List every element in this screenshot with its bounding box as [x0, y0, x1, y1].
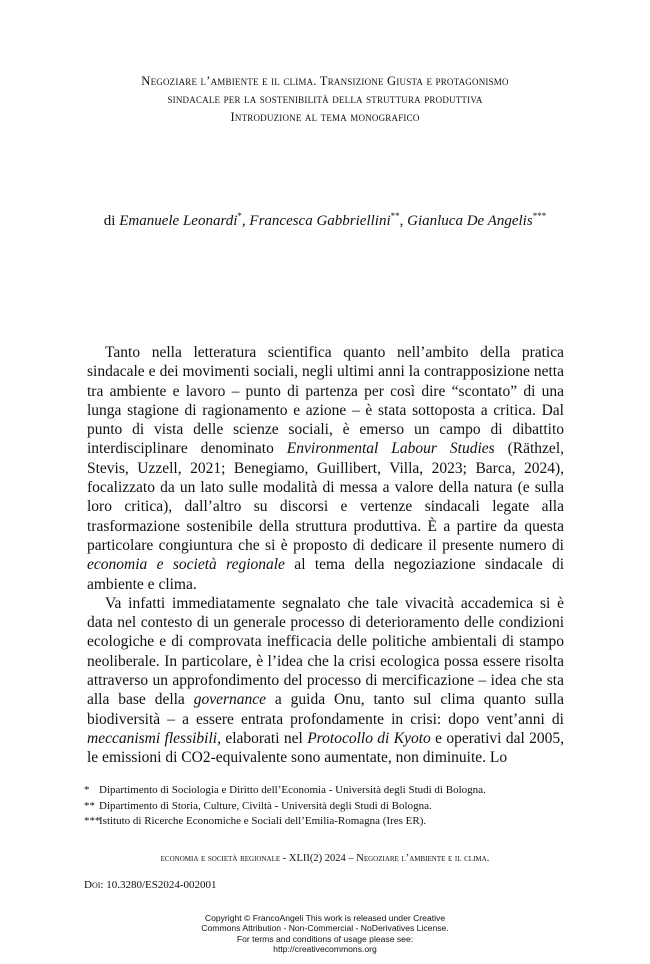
footnote-mark: ***: [84, 815, 101, 827]
footnote-mark: **: [84, 799, 95, 812]
paragraph-text: , elaborati nel: [217, 729, 308, 747]
italic-journal-name: economia e società regionale: [87, 556, 285, 574]
author-1: Emanuele Leonardi: [119, 213, 238, 229]
copyright-notice: [0, 913, 650, 955]
doi-value[interactable]: 10.3280/ES2024-002001: [106, 879, 217, 891]
doi-label: Doi:: [84, 879, 107, 891]
author-2: Francesca Gabbriellini: [249, 213, 391, 229]
author-3: Gianluca De Angelis: [407, 213, 533, 229]
footnote-text: Istituto di Ricerche Economiche e Sociali dell’Emilia-Romagna (Ires ER).: [99, 815, 427, 827]
doi: [84, 879, 217, 891]
author-3-footnote-mark[interactable]: ***: [532, 211, 547, 221]
paragraph-text: a guida Onu, tanto sul clima quanto sulla biodiversità – a essere entrata profondamente in crisi: dopo vent’anni di: [87, 691, 564, 728]
copyright-line-1: Copyright © FrancoAngeli This work is released under Creative: [204, 913, 446, 923]
journal-name: economia e società regionale: [160, 853, 281, 864]
short-title: Negoziare l’ambiente e il clima.: [356, 853, 490, 864]
paragraph-text: Tanto nella letteratura scientifica quanto nell’ambito della pratica sindacale e dei movimenti sociali, negli ultimi anni la contrapposizione netta tra ambiente e lavoro – punto di partenza per così dire “scontato” di una lunga stagione di ragionamento e azione – è stata sottoposta a critica. Dal punto di vista delle scienze sociali, è emerso un campo di dibattito interdisciplinare denominato: [87, 344, 564, 458]
italic-term: Protocollo di Kyoto: [307, 729, 431, 747]
paragraph-text: Va infatti immediatamente segnalato che tale vivacità accademica si è data nel contesto di un generale processo di deterioramento delle condizioni ecologiche e di comprovata inefficacia delle politiche ambientali di stampo neoliberale. In particolare, è l’idea che la crisi ecologica possa essere risolta attraverso un approfondimento del processo di mercificazione – idea che sta alla base della: [87, 594, 564, 709]
author-line: [0, 213, 650, 230]
title-line-3: Introduzione al tema monografico: [230, 110, 420, 124]
article-title: [70, 72, 580, 126]
paragraph-text: e operativi dal 2005, le emissioni di CO2-equivalente sono aumentate, non diminuite. Lo: [87, 729, 565, 767]
creative-commons-link[interactable]: http://creativecommons.org: [273, 944, 377, 955]
author-2-footnote-mark[interactable]: **: [390, 211, 400, 221]
footnote-3: [84, 814, 584, 830]
footnotes: [84, 783, 584, 830]
issue-info: - XLII(2) 2024 –: [280, 853, 357, 864]
footnote-mark: *: [84, 784, 90, 796]
author-separator: ,: [241, 213, 250, 229]
body-text: [87, 343, 564, 768]
italic-term: meccanismi flessibili: [87, 729, 218, 747]
author-separator: ,: [399, 213, 408, 229]
italic-term: Environmental Labour Studies: [286, 440, 495, 458]
copyright-line-3: For terms and conditions of usage please see:: [236, 933, 414, 944]
paragraph-text: al tema della negoziazione sindacale di ambiente e clima.: [87, 556, 564, 593]
title-line-1: Negoziare l’ambiente e il clima. Transizione Giusta e protagonismo: [141, 74, 509, 88]
author-1-footnote-mark[interactable]: *: [237, 211, 242, 221]
footnote-text: Dipartimento di Sociologia e Diritto dell’Economia - Università degli Studi di Bologna.: [99, 784, 486, 796]
paragraph-text: (Räthzel, Stevis, Uzzell, 2021; Benegiamo, Guillibert, Villa, 2023; Barca, 2024), focalizzato da un lato sulle modalità di messa a valore della natura (e sulla loro critica), dall’altro su discorsi e vertenze sindacali legate alla trasformazione sostenibile della struttura produttiva. È a partire da questa particolare congiuntura che si è proposto di dedicare il presente numero di: [87, 440, 564, 554]
footnote-text: Dipartimento di Storia, Culture, Civiltà - Università degli Studi di Bologna.: [99, 799, 432, 812]
footnote-2: [84, 799, 584, 815]
footnote-1: [84, 783, 584, 799]
italic-term: governance: [193, 691, 267, 709]
paragraph-2: [87, 594, 564, 768]
authors-prefix: di: [103, 213, 120, 229]
title-line-2: sindacale per la sostenibilità della struttura produttiva: [167, 92, 483, 106]
running-footer: [0, 853, 650, 864]
copyright-line-2: Commons Attribution - Non-Commercial - NoDerivatives License.: [201, 923, 449, 934]
paragraph-1: [87, 343, 564, 594]
